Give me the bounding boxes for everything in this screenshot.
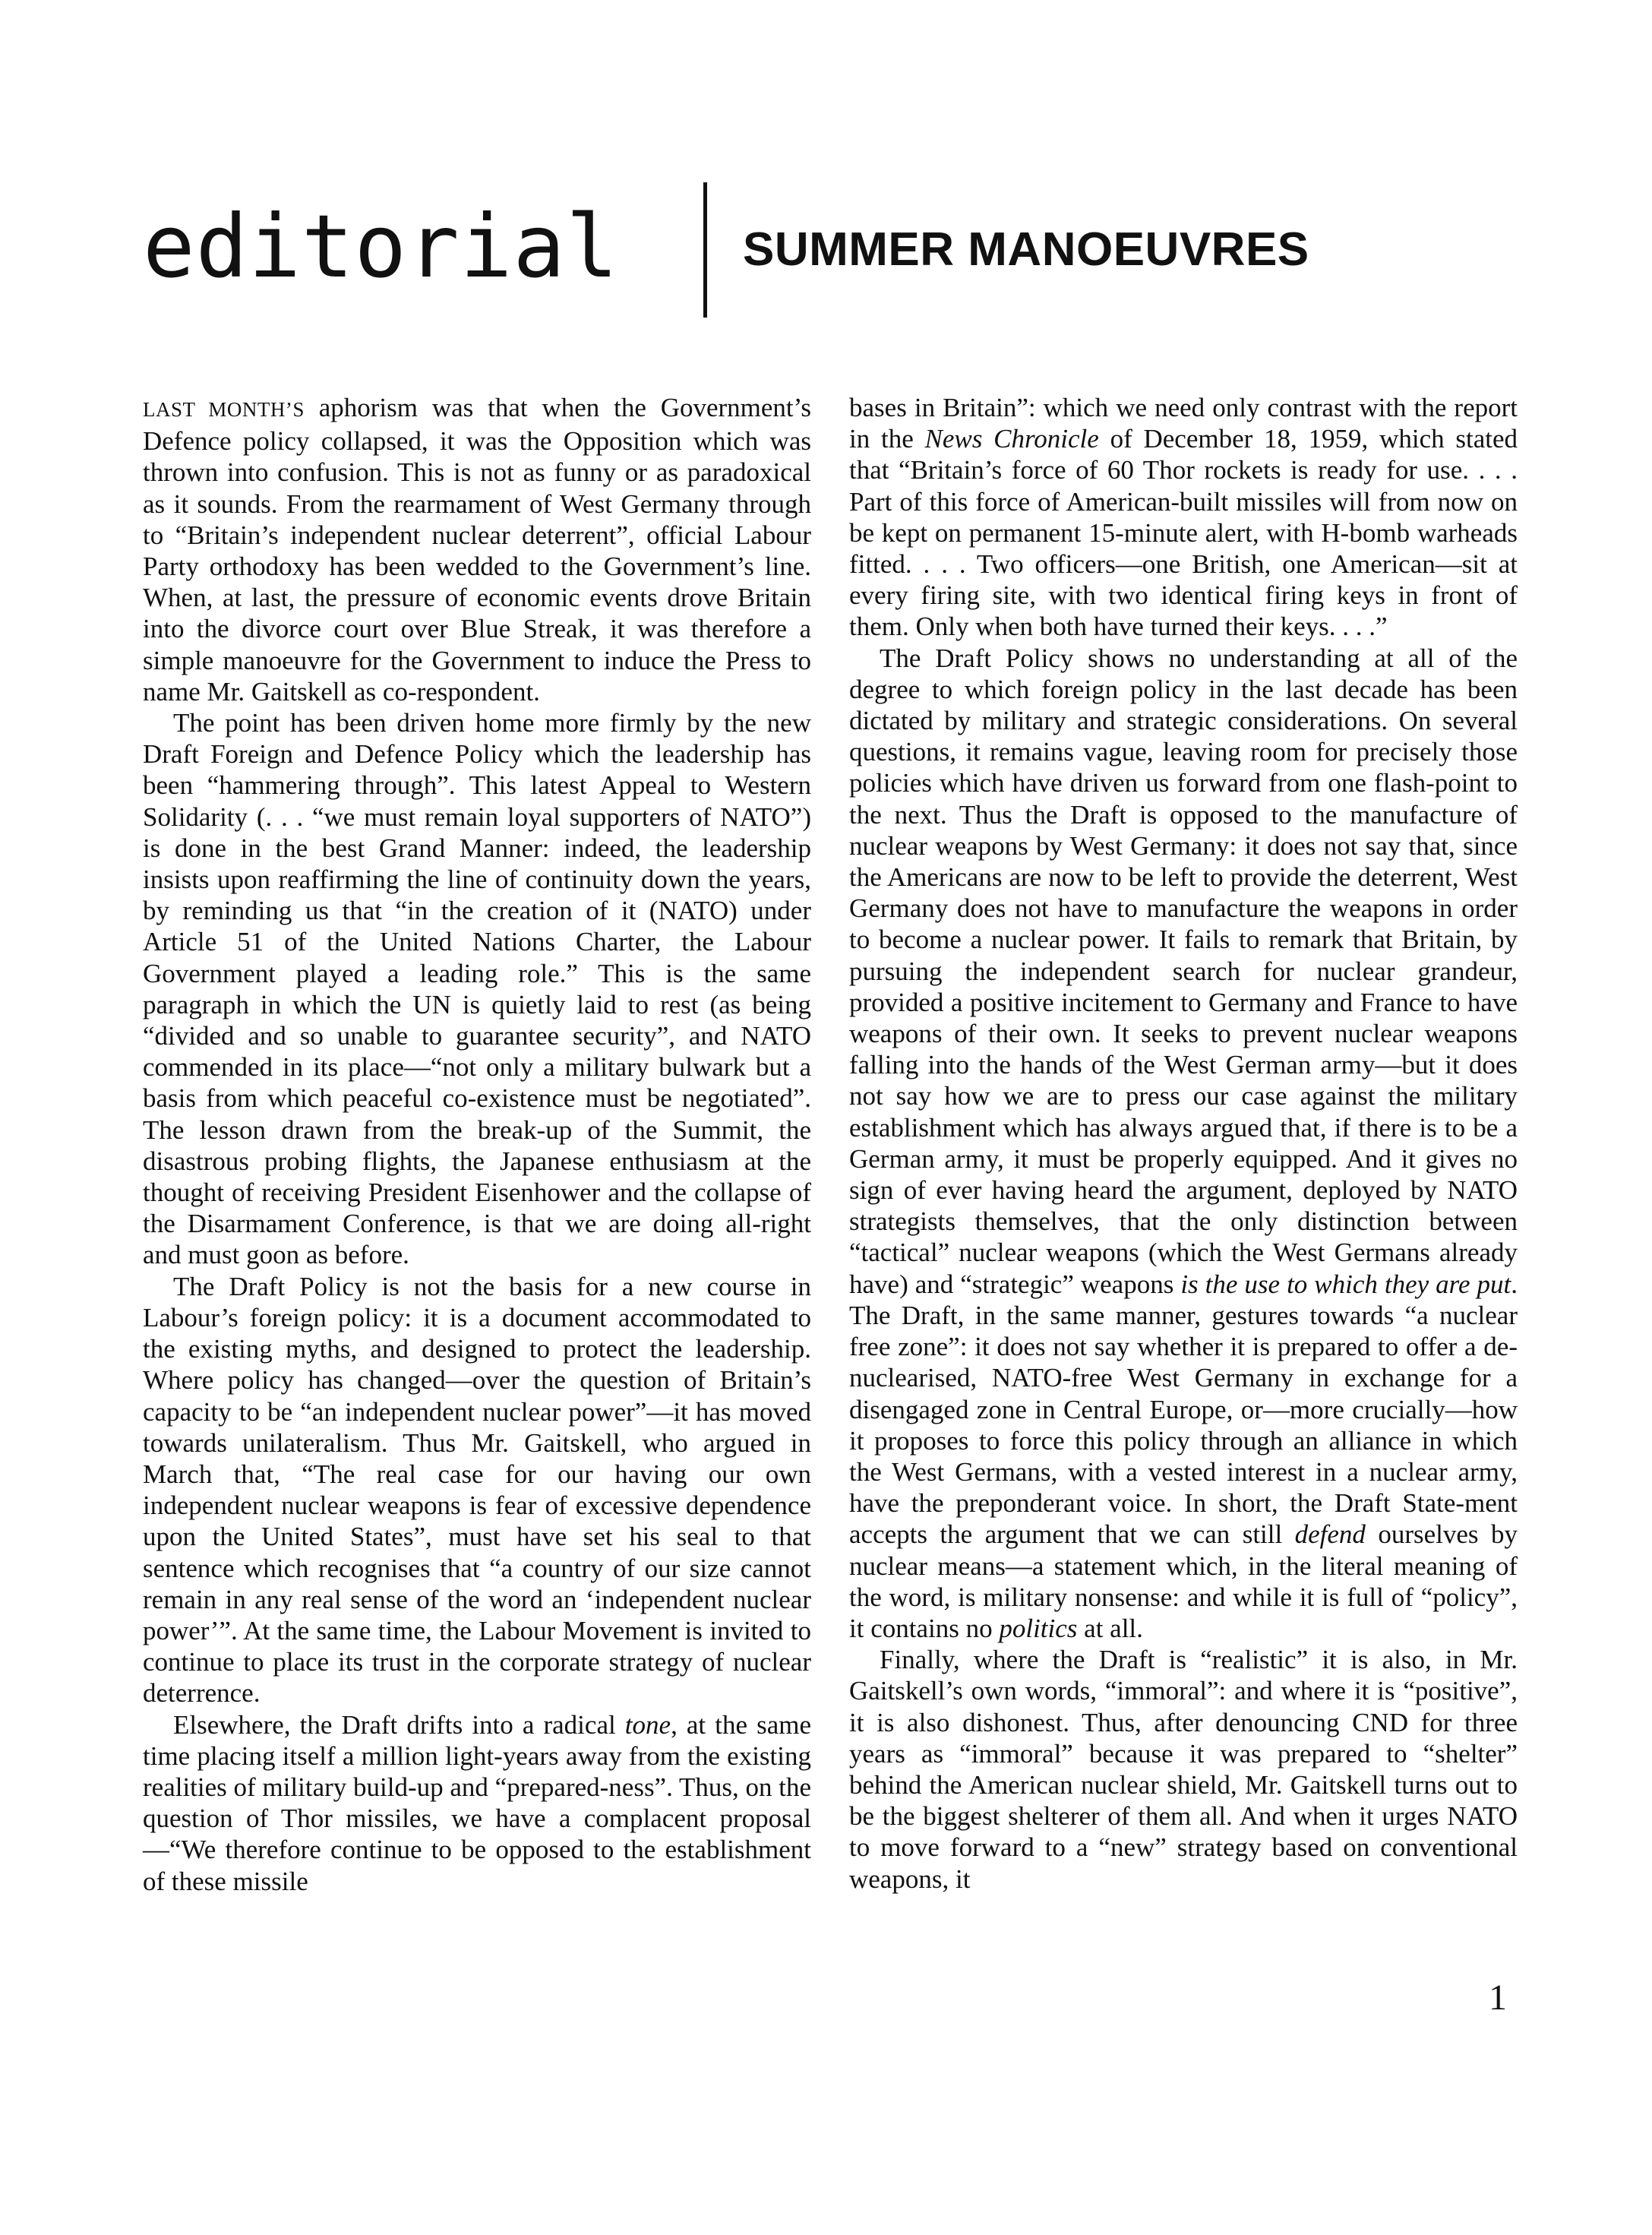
italic-text: tone <box>624 1709 671 1740</box>
italic-text: News Chronicle <box>924 424 1099 454</box>
right-column <box>849 392 1518 1895</box>
paragraph-text: , at the same time placing itself a million light-years away from the existing realities of military build-up and “prepared-ness”. Thus, on the question of Thor missiles, we have a complacent proposal—“We therefore continue to be opposed to the establishment of these missile <box>143 1709 812 1896</box>
paragraph <box>849 392 1518 643</box>
paragraph: The Draft Policy is not the basis for a new course in Labour’s foreign policy: it is a document accommodated to the existing myths, and designed to protect the leadership. Where policy has changed—over the question of Britain’s capacity to be “an independent nuclear power”—it has moved towards unilateralism. Thus Mr. Gaitskell, who argued in March that, “The real case for our having our own independent nuclear weapons is fear of excessive dependence upon the United States”, must have set his seal to that sentence which recognises that “a country of our size cannot remain in any real sense of the word an ‘independent nuclear power’”. At the same time, the Labour Movement is invited to continue to place its trust in the corporate strategy of nuclear deterrence. <box>143 1271 811 1709</box>
left-column <box>143 392 811 1897</box>
italic-text: defend <box>1294 1519 1366 1550</box>
paragraph <box>143 1709 811 1897</box>
paragraph <box>143 392 811 707</box>
paragraph-text: Elsewhere, the Draft drifts into a radical <box>173 1709 625 1740</box>
paragraph-text: of December 18, 1959, which stated that “Britain’s force of 60 Thor rockets is ready for use. . . . Part of this force of American-built missiles will from now on be kept on permanent 15-minute alert, with H-bomb warheads fitted. . . . Two officers—one British, one American—sit at every firing site, with two identical firing keys in front of them. Only when both have turned their keys. . . .” <box>849 424 1518 642</box>
italic-text: is the use to which they are put <box>1180 1269 1511 1299</box>
paragraph-text: . The Draft, in the same manner, gestures towards “a nuclear free zone”: it does not say whether it is prepared to offer a de-nuclearised, NATO-free West Germany in exchange for a disengaged zone in Central Europe, or—more crucially—how it proposes to force this policy through an alliance in which the West Germans, with a vested interest in a nuclear army, have the preponderant voice. In short, the Draft State-ment accepts the argument that we can still <box>849 1269 1518 1550</box>
page-number: 1 <box>1489 1977 1507 2018</box>
paragraph-text: The Draft Policy shows no understanding at all of the degree to which foreign policy in the last decade has been dictated by military and strategic considerations. On several questions, it remains vague, leaving room for precisely those policies which have driven us forward from one flash-point to the next. Thus the Draft is opposed to the manufacture of nuclear weapons by West Germany: it does not say that, since the Americans are now to be left to provide the deterrent, West Germany does not have to manufacture the weapons in order to become a nuclear power. It fails to remark that Britain, by pursuing the independent search for nuclear grandeur, provided a positive incitement to Germany and France to have weapons of their own. It seeks to prevent nuclear weapons falling into the hands of the West German army—but it does not say how we are to press our case against the military establishment which has always argued that, if there is to be a German army, it must be properly equipped. And it gives no sign of ever having heard the argument, deployed by NATO strategists themselves, that the only distinction between “tactical” nuclear weapons (which the West Germans already have) and “strategic” weapons <box>849 643 1518 1299</box>
article-title: SUMMER MANOEUVRES <box>743 223 1309 276</box>
paragraph: The point has been driven home more firmly by the new Draft Foreign and Defence Policy which the leadership has been “hammering through”. This latest Appeal to Western Solidarity (. . . “we must remain loyal supporters of NATO”) is done in the best Grand Manner: indeed, the leadership insists upon reaffirming the line of continuity down the years, by reminding us that “in the creation of it (NATO) under Article 51 of the United Nations Charter, the Labour Government played a leading role.” This is the same paragraph in which the UN is quietly laid to rest (as being “divided and so unable to guarantee security”, and NATO commended in its place—“not only a military bulwark but a basis from which peaceful co-existence must be negotiated”. The lesson drawn from the break-up of the Summit, the disastrous probing flights, the Japanese enthusiasm at the thought of receiving President Eisenhower and the collapse of the Disarmament Conference, is that we are doing all-right and must goon as before. <box>143 708 811 1270</box>
paragraph: Finally, where the Draft is “realistic” it is also, in Mr. Gaitskell’s own words, “immoral”: and where it is “positive”, it is also dishonest. Thus, after denouncing CND for three years as “immoral” because it was prepared to “shelter” behind the American nuclear shield, Mr. Gaitskell turns out to be the biggest shelterer of them all. And when it urges NATO to move forward to a “new” strategy based on conventional weapons, it <box>849 1645 1518 1894</box>
italic-text: politics <box>999 1613 1078 1643</box>
paragraph-text: at all. <box>1077 1613 1143 1643</box>
paragraph-text: aphorism was that when the Government’s Defence policy collapsed, it was the Opposition which was thrown into confusion. This is not as funny or as paradoxical as it sounds. From the rearmament of West Germany through to “Britain’s independent nuclear deterrent”, official Labour Party orthodoxy has been wedded to the Government’s line. When, at last, the pressure of economic events drove Britain into the divorce court over Blue Streak, it was therefore a simple manoeuvre for the Government to induce the Press to name Mr. Gaitskell as co-respondent. <box>143 393 811 707</box>
paragraph-text: bases in Britain”: which we need only contrast with the report in the <box>849 393 1518 454</box>
paragraph-text: ourselves by nuclear means—a statement which, in the literal meaning of the word, is military nonsense: and while it is full of “policy”, it contains no <box>849 1519 1518 1643</box>
editorial-header <box>143 182 1586 319</box>
header-divider <box>703 182 707 318</box>
paragraph <box>849 643 1518 1645</box>
lead-in-caps: LAST MONTH’S <box>143 398 305 421</box>
section-word: editorial <box>143 196 619 297</box>
